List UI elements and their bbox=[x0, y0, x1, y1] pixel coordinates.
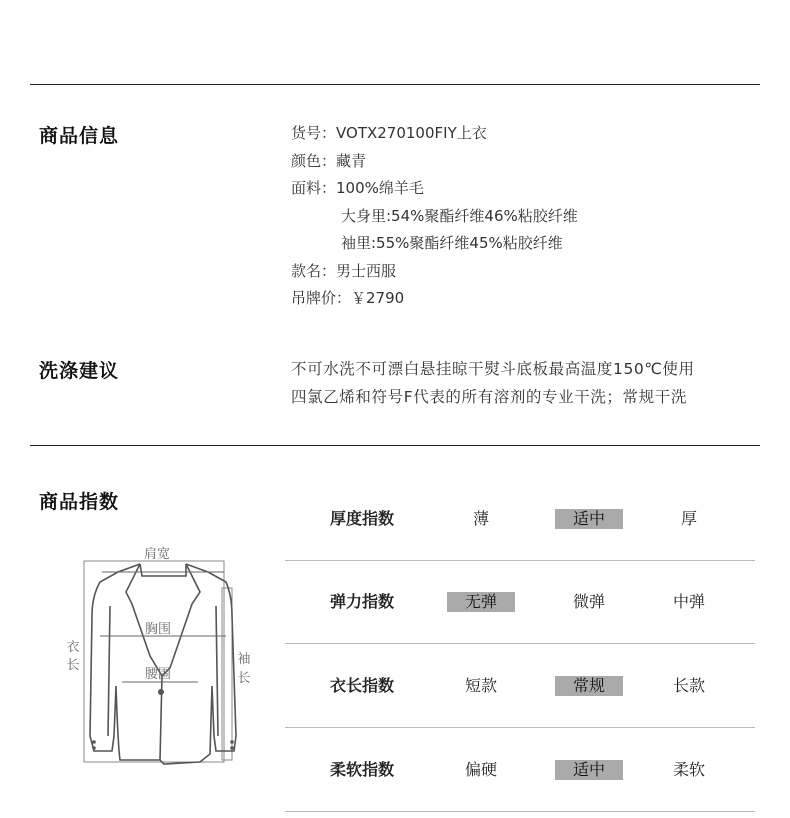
fabric-value: 100%绵羊毛 bbox=[336, 179, 424, 197]
washing-line-1: 不可水洗不可漂白悬挂晾干熨斗底板最高温度150℃使用 bbox=[291, 360, 695, 378]
washing-text bbox=[291, 355, 695, 411]
index-option-selected: 无弹 bbox=[447, 592, 515, 612]
product-info-title: 商品信息 bbox=[39, 125, 120, 147]
index-name: 衣长指数 bbox=[330, 676, 395, 695]
price-value: ￥2790 bbox=[351, 289, 405, 307]
jacket-size-diagram bbox=[60, 536, 270, 776]
length-label-2: 长 bbox=[66, 658, 80, 673]
index-option: 长款 bbox=[672, 676, 705, 695]
index-row bbox=[285, 560, 755, 644]
left-cuff-button-2 bbox=[92, 746, 96, 750]
index-option-selected: 适中 bbox=[555, 760, 623, 780]
washing-title: 洗涤建议 bbox=[39, 360, 120, 382]
waist-label: 腰围 bbox=[144, 667, 172, 682]
color-row bbox=[291, 150, 578, 178]
chest-label: 胸围 bbox=[144, 622, 172, 637]
index-row bbox=[285, 644, 755, 728]
price-label: 吊牌价： bbox=[291, 289, 352, 307]
jacket-outline bbox=[90, 564, 236, 764]
top-divider bbox=[30, 84, 760, 85]
style-label: 款名： bbox=[291, 261, 337, 280]
index-option: 微弹 bbox=[572, 592, 605, 611]
index-option: 偏硬 bbox=[464, 760, 497, 779]
index-name: 厚度指数 bbox=[330, 509, 395, 528]
price-row bbox=[291, 287, 578, 315]
jacket-button bbox=[158, 689, 164, 695]
sleeve-label-2: 长 bbox=[237, 671, 251, 686]
lining-body: 大身里:54%聚酯纤维46%粘胶纤维 bbox=[341, 206, 578, 225]
fabric-row bbox=[291, 177, 578, 205]
length-label-1: 衣 bbox=[66, 640, 80, 655]
index-row-divider bbox=[285, 811, 755, 812]
index-option: 厚 bbox=[680, 509, 697, 528]
sleeve-label-1: 袖 bbox=[237, 652, 251, 667]
washing-line-2: 四氯乙烯和符号F代表的所有溶剂的专业干洗；常规干洗 bbox=[291, 388, 687, 406]
jacket-front-opening bbox=[160, 676, 162, 760]
sku-label: 货号： bbox=[291, 124, 337, 142]
left-cuff-button-1 bbox=[92, 740, 96, 744]
jacket-right-lapel bbox=[162, 564, 200, 676]
style-value: 男士西服 bbox=[336, 261, 397, 280]
index-option: 短款 bbox=[464, 676, 497, 695]
product-info-block bbox=[291, 122, 578, 315]
middle-divider bbox=[30, 445, 760, 446]
jacket-left-lapel bbox=[126, 564, 162, 676]
index-row bbox=[285, 477, 755, 561]
shoulder-label: 肩宽 bbox=[143, 547, 171, 562]
index-title: 商品指数 bbox=[39, 491, 120, 513]
right-cuff-button-2 bbox=[230, 746, 234, 750]
index-name: 弹力指数 bbox=[330, 592, 395, 611]
index-row bbox=[285, 728, 755, 812]
color-value: 藏青 bbox=[336, 151, 367, 170]
fabric-label: 面料： bbox=[291, 179, 337, 197]
lining-sleeve: 袖里:55%聚酯纤维45%粘胶纤维 bbox=[341, 234, 563, 252]
index-name: 柔软指数 bbox=[330, 760, 395, 779]
right-cuff-button-1 bbox=[230, 740, 234, 744]
index-option-selected: 适中 bbox=[555, 509, 623, 529]
index-option: 中弹 bbox=[672, 592, 705, 611]
index-option-selected: 常规 bbox=[555, 676, 623, 696]
color-label: 颜色： bbox=[291, 151, 337, 170]
index-option: 柔软 bbox=[672, 760, 705, 779]
index-option: 薄 bbox=[472, 509, 489, 528]
sku-row bbox=[291, 122, 578, 150]
jacket-collar bbox=[140, 564, 186, 576]
sku-value: VOTX270100FIY上衣 bbox=[336, 124, 487, 142]
style-row bbox=[291, 260, 578, 288]
